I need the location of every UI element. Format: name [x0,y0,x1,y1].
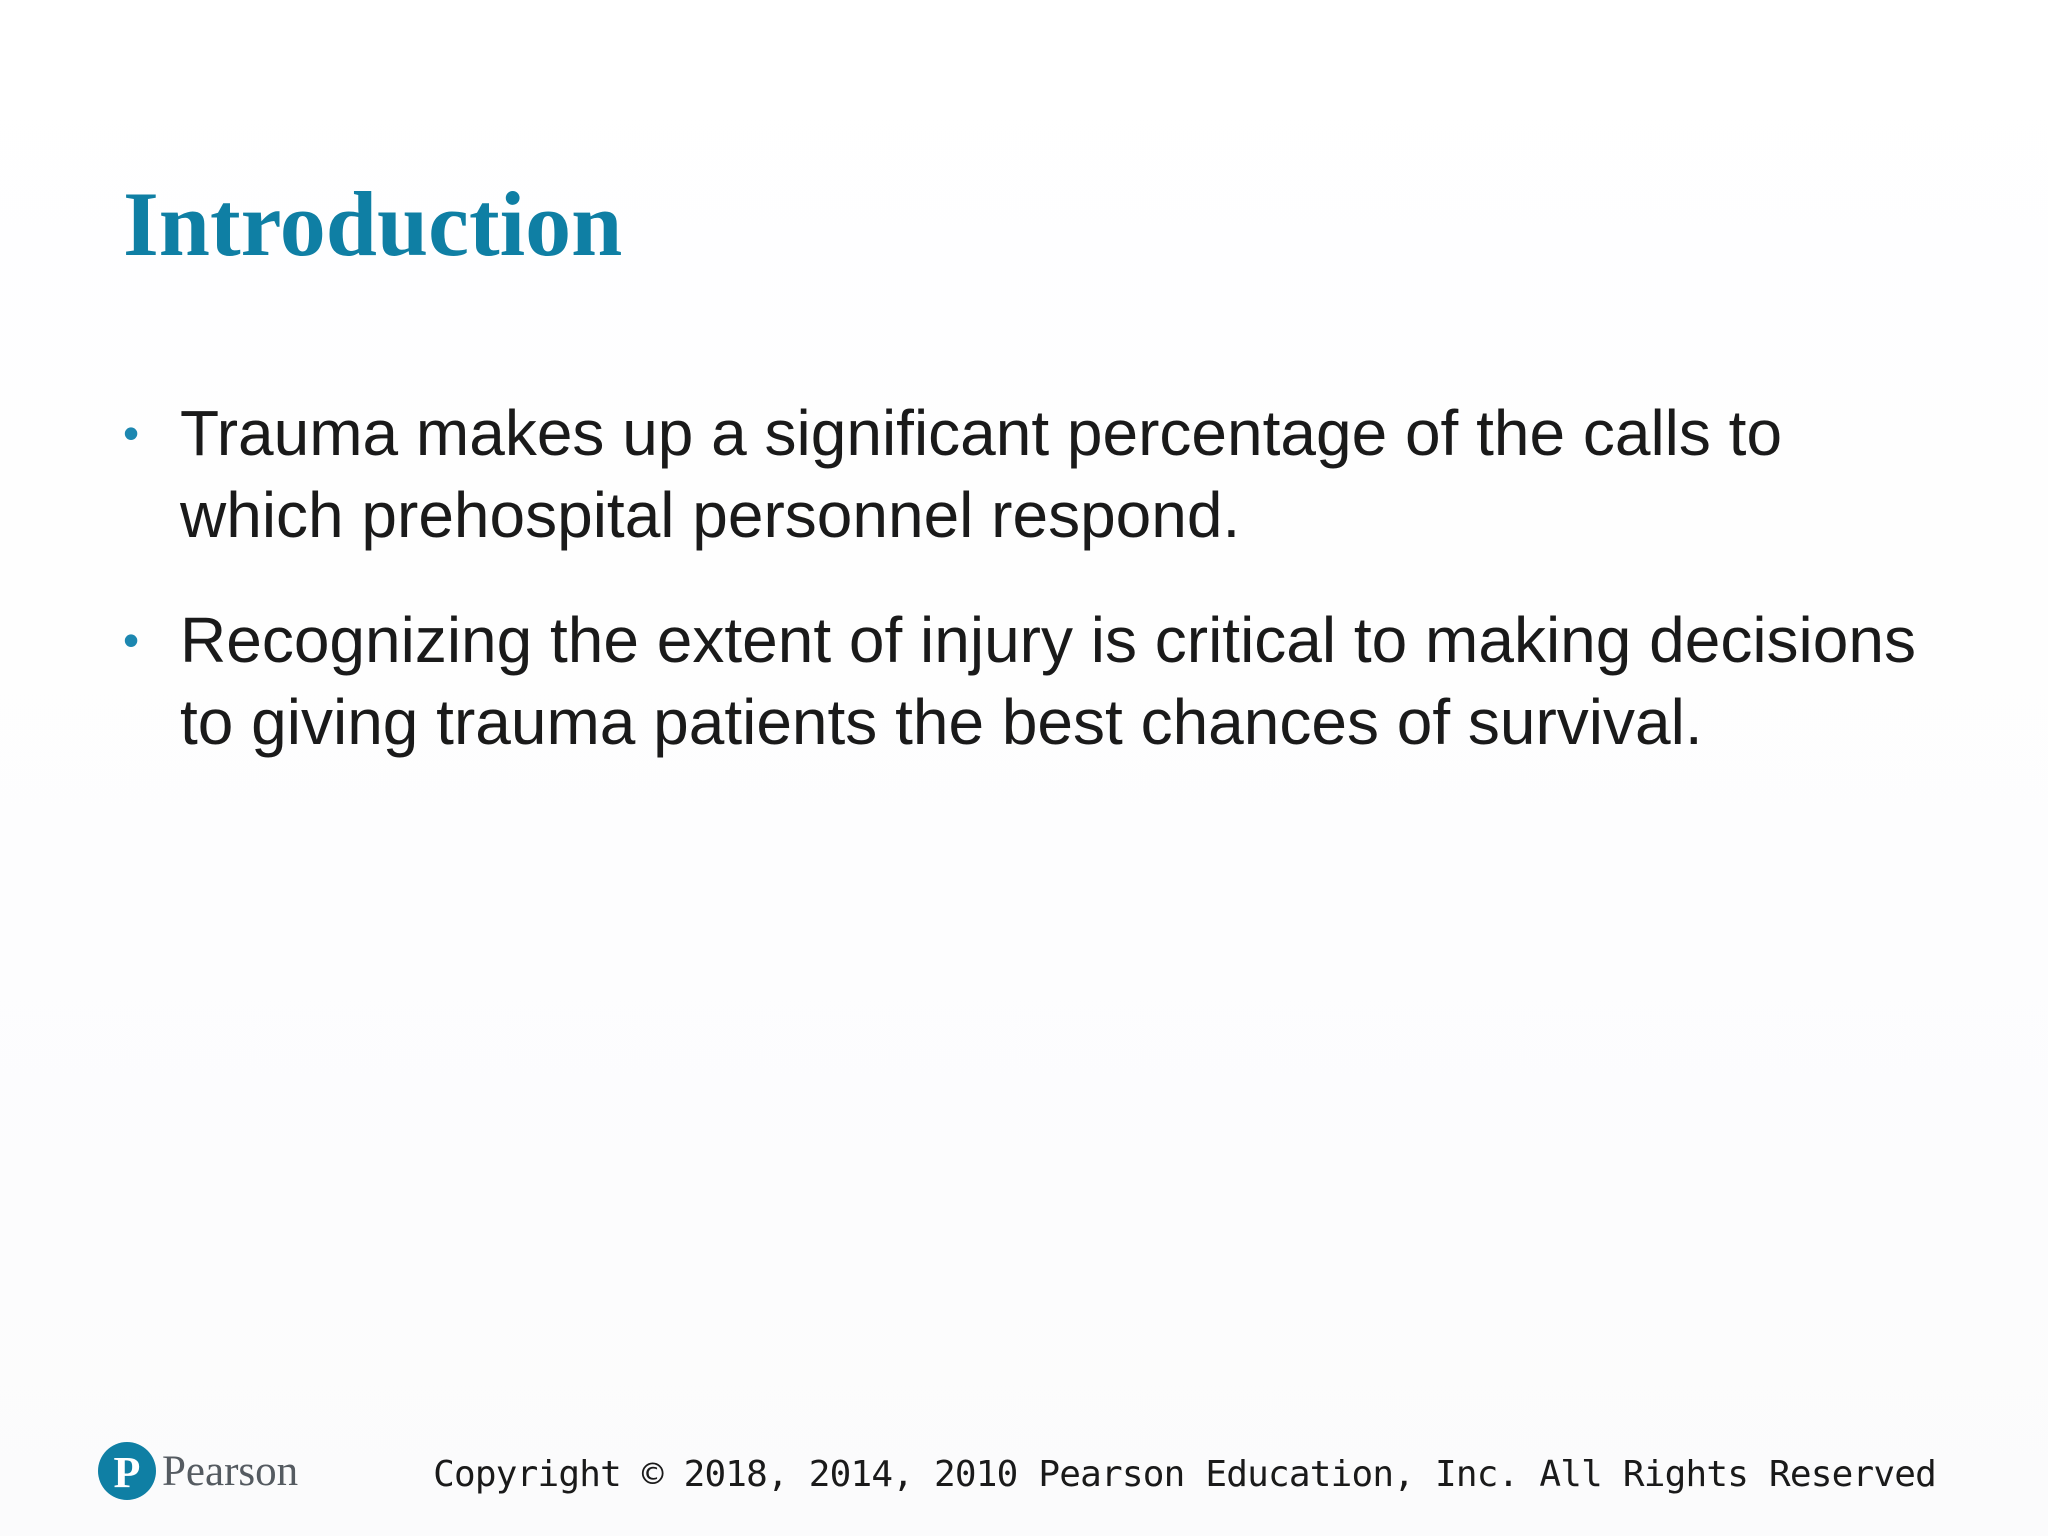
slide-footer [0,1430,2048,1520]
bullet-item [123,599,1923,763]
pearson-logo [98,1442,298,1500]
bullet-item [123,392,1923,556]
slide-title: Introduction [123,173,623,275]
pearson-logo-icon [98,1442,156,1500]
bullet-dot-icon: • [123,407,140,459]
logo-mark-letter: P [113,1448,141,1497]
bullet-text: Recognizing the extent of injury is critical to making decisions to giving trauma patients the best chances of survival. [180,604,1916,758]
bullet-text: Trauma makes up a significant percentage of the calls to which prehospital personnel respond. [180,397,1783,551]
copyright-notice: Copyright © 2018, 2014, 2010 Pearson Education, Inc. All Rights Reserved [433,1454,1936,1495]
bullet-list [123,392,1923,806]
bullet-dot-icon: • [123,614,140,666]
logo-wordmark: Pearson [162,1447,299,1495]
